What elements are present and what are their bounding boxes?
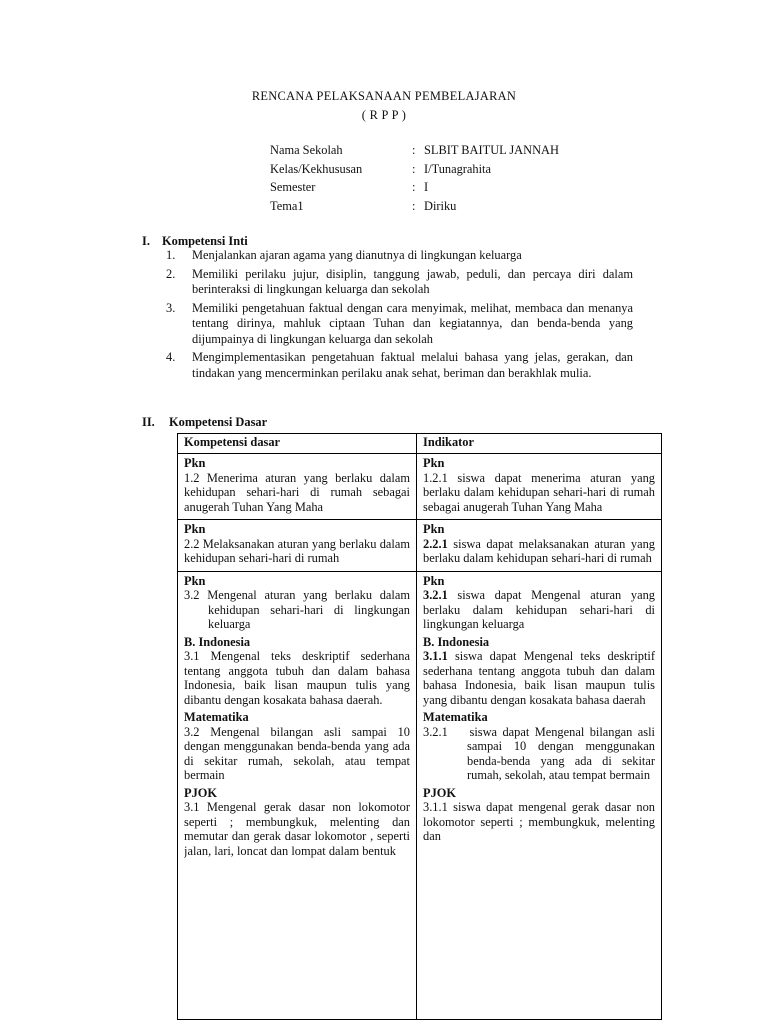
table-cell-kompetensi — [178, 454, 417, 520]
document-title: RENCANA PELAKSANAAN PEMBELAJARAN — [251, 89, 517, 103]
indicator-text: siswa dapat Mengenal teks deskriptif sederhana tentang anggota tubuh dan dalam bahasa Indonesia, baik lisan maupun tulis yang dibantu dengan kosakata bahasa daerah — [423, 649, 655, 707]
table-cell-kompetensi — [178, 571, 417, 1019]
subject-label: Matematika — [184, 710, 249, 724]
info-label: Tema1 — [270, 198, 304, 213]
info-value: Diriku — [424, 198, 457, 213]
cell-text — [423, 725, 655, 783]
cell-text: 1.2 Menerima aturan yang berlaku dalam kehidupan sehari-hari di rumah sebagai anugerah Tuhan Yang Maha — [184, 470, 410, 514]
table-row — [178, 571, 662, 1019]
indicator-text: siswa dapat melaksanakan aturan yang berlaku dalam kehidupan sehari-hari di rumah — [423, 536, 655, 565]
indicator-code: 3.2.1 — [423, 588, 448, 602]
table-cell-indikator — [417, 454, 662, 520]
cell-text — [184, 588, 410, 632]
list-item — [166, 301, 633, 348]
list-item — [166, 267, 633, 298]
subject-label: PJOK — [423, 785, 457, 800]
cell-text — [423, 649, 655, 707]
info-colon: : — [412, 143, 416, 157]
cell-text: 1.2.1 siswa dapat menerima aturan yang berlaku dalam kehidupan sehari-hari di rumah sebagai anugerah Tuhan Yang Maha — [423, 470, 655, 514]
info-colon: : — [412, 161, 416, 176]
info-colon: : — [412, 180, 416, 195]
info-label: Kelas/Kekhususan — [270, 161, 363, 176]
info-row — [270, 141, 559, 160]
subject-label: Pkn — [184, 456, 206, 470]
table-row — [178, 520, 662, 572]
list-item-number: 2. — [166, 266, 176, 281]
cell-text: 3.2 Mengenal bilangan asli sampai 10 dengan menggunakan benda-benda yang ada di sekitar rumah, sekolah, atau tempat bermain — [184, 724, 410, 782]
section-number: II. — [142, 415, 155, 429]
kd-text: Mengenal aturan yang berlaku dalam kehidupan sehari-hari di lingkungan keluarga — [207, 588, 410, 631]
list-item-number: 4. — [166, 350, 176, 364]
section-number: I. — [142, 234, 150, 248]
cell-text: 3.1 Mengenal gerak dasar non lokomotor seperti ; membungkuk, melenting dan memutar dan gerak dasar lokomotor , seperti jalan, lari, loncat dan lompat dalam bentuk — [184, 800, 410, 858]
cell-text: 3.1 Mengenal teks deskriptif sederhana tentang anggota tubuh dan dalam bahasa Indonesia, baik lisan maupun tulis yang dibantu dengan kosakata bahasa daerah. — [184, 649, 410, 707]
school-info-table — [270, 141, 559, 215]
list-item-number: 3. — [166, 300, 176, 315]
section-title: Kompetensi Inti — [162, 234, 248, 248]
table-header-cell: Kompetensi dasar — [178, 434, 417, 454]
cell-text — [423, 588, 655, 632]
info-row — [270, 178, 559, 197]
info-value: SLBIT BAITUL JANNAH — [424, 143, 559, 157]
kompetensi-dasar-table — [177, 433, 662, 1020]
kd-number: 3.2 — [184, 588, 200, 602]
table-cell-kompetensi — [178, 520, 417, 572]
document-subtitle: ( R P P ) — [361, 108, 407, 122]
info-row — [270, 160, 559, 179]
info-row — [270, 197, 559, 216]
section-title: Kompetensi Dasar — [169, 415, 268, 429]
table-cell-indikator — [417, 520, 662, 572]
subject-label: Pkn — [423, 456, 445, 470]
cell-content — [423, 573, 655, 1017]
table-cell-indikator — [417, 571, 662, 1019]
info-value: I/Tunagrahita — [424, 161, 491, 176]
indicator-code: 2.2.1 — [423, 536, 448, 551]
subject-label: Pkn — [423, 573, 445, 588]
list-item — [166, 248, 633, 264]
cell-text — [423, 537, 655, 566]
subject-label: B. Indonesia — [184, 634, 251, 649]
cell-text: 3.1.1 siswa dapat mengenal gerak dasar non lokomotor seperti ; membungkuk, melenting dan — [423, 800, 655, 843]
table-row — [178, 454, 662, 520]
indicator-text: siswa dapat Mengenal aturan yang berlaku dalam kehidupan sehari-hari di lingkungan keluarga — [423, 588, 655, 631]
list-item-text: Memiliki perilaku jujur, disiplin, tanggung jawab, peduli, dan percaya diri dalam berinteraksi di lingkungan keluarga dan sekolah — [192, 266, 633, 296]
info-label: Nama Sekolah — [270, 143, 343, 157]
list-item-text: Menjalankan ajaran agama yang dianutnya di lingkungan keluarga — [192, 248, 522, 262]
subject-label: Pkn — [184, 573, 206, 588]
kompetensi-inti-list — [166, 248, 633, 384]
info-value: I — [424, 180, 429, 195]
list-item-text: Memiliki pengetahuan faktual dengan cara menyimak, melihat, membaca dan menanya tentang dirinya, mahluk ciptaan Tuhan dan kegiatannya, dan benda-benda yang dijumpainya di lingkungan keluarga dan sekolah — [192, 300, 633, 346]
section-heading-kompetensi-inti — [142, 234, 248, 249]
list-item — [166, 350, 633, 381]
indicator-code: 3.1.1 — [423, 649, 448, 663]
list-item-text: Mengimplementasikan pengetahuan faktual melalui bahasa yang jelas, gerakan, dan tindakan yang mencerminkan perilaku anak sehat, beriman dan berakhlak mulia. — [192, 350, 633, 380]
list-item-number: 1. — [166, 248, 176, 262]
cell-content — [184, 573, 410, 1017]
info-colon: : — [412, 198, 416, 213]
subject-label: Pkn — [184, 522, 206, 536]
document-title-block — [0, 87, 768, 125]
subject-label: Matematika — [423, 710, 488, 724]
subject-label: B. Indonesia — [423, 634, 490, 649]
subject-label: PJOK — [184, 785, 218, 800]
table-header-row — [178, 434, 662, 454]
indicator-number: 3.2.1 — [423, 724, 448, 739]
info-label: Semester — [270, 180, 316, 195]
cell-text: 2.2 Melaksanakan aturan yang berlaku dalam kehidupan sehari-hari di rumah — [184, 536, 410, 565]
table-header-cell: Indikator — [417, 434, 662, 454]
subject-label: Pkn — [423, 522, 445, 536]
indicator-text: siswa dapat Mengenal bilangan asli sampai 10 dengan menggunakan benda-benda yang ada di sekitar rumah, sekolah, atau tempat bermain — [467, 724, 655, 782]
section-heading-kompetensi-dasar — [142, 415, 267, 430]
